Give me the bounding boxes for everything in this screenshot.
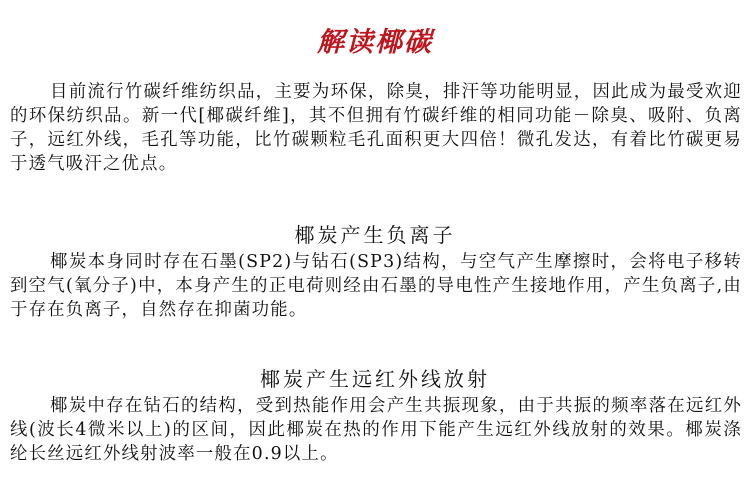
section-body-far-infrared: 椰炭中存在钻石的结构，受到热能作用会产生共振现象，由于共振的频率落在远红外线(波长4微米以上)的区间，因此椰炭在热的作用下能产生远红外线放射的效果。椰炭涤纶长丝远红外线射波率一般在0.9以上。 [10, 396, 742, 464]
section-heading-far-infrared: 椰炭产生远红外线放射 [260, 367, 490, 391]
document-title: 解读椰碳 [317, 27, 433, 58]
section-body-negative-ions: 椰炭本身同时存在石墨(SP2)与钻石(SP3)结构，与空气产生摩擦时，会将电子移转到空气(氧分子)中，本身产生的正电荷则经由石墨的导电性产生接地作用，产生负离子,由于存在负离子，自然存在抑菌功能。 [10, 252, 742, 320]
intro-paragraph: 目前流行竹碳纤维纺织品，主要为环保，除臭，排汗等功能明显，因此成为最受欢迎的环保纺织品。新一代[椰碳纤维]，其不但拥有竹碳纤维的相同功能－除臭、吸附、负离子，远红外线，毛孔等功能，比竹碳颗粒毛孔面积更大四倍！微孔发达，有着比竹碳更易于透气吸汗之优点。 [10, 82, 742, 174]
section-heading-negative-ions: 椰炭产生负离子 [294, 223, 456, 247]
